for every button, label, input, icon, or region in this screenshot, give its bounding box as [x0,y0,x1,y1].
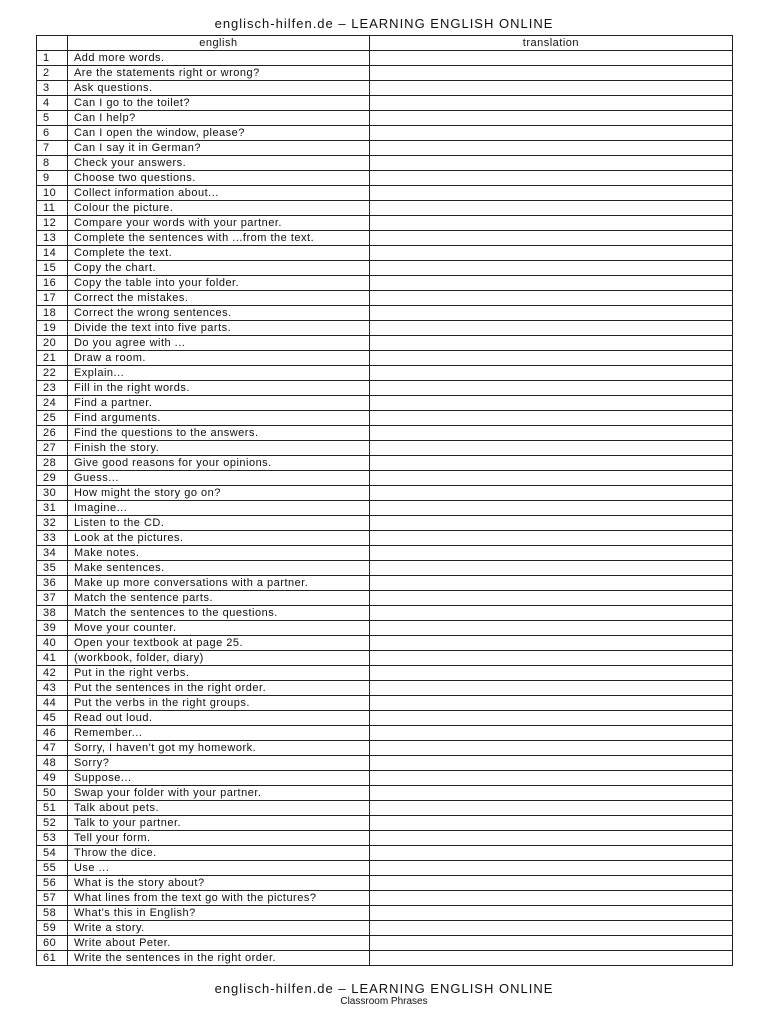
row-number: 3 [37,81,68,96]
table-row [37,156,733,171]
translation-cell[interactable] [369,756,732,771]
row-number: 34 [37,546,68,561]
english-phrase: What lines from the text go with the pictures? [67,891,369,906]
row-number: 59 [37,921,68,936]
row-number: 53 [37,831,68,846]
english-phrase: Look at the pictures. [67,531,369,546]
row-number: 13 [37,231,68,246]
row-number: 57 [37,891,68,906]
translation-cell[interactable] [369,471,732,486]
table-row [37,171,733,186]
phrases-table [36,35,733,966]
english-phrase: Find the questions to the answers. [67,426,369,441]
row-number: 48 [37,756,68,771]
table-row [37,861,733,876]
table-row [37,411,733,426]
english-phrase: Correct the wrong sentences. [67,306,369,321]
table-row [37,741,733,756]
english-phrase: Talk about pets. [67,801,369,816]
row-number: 38 [37,606,68,621]
table-row [37,561,733,576]
table-row [37,66,733,81]
row-number: 14 [37,246,68,261]
translation-cell[interactable] [369,426,732,441]
table-row [37,201,733,216]
table-row [37,531,733,546]
translation-cell[interactable] [369,396,732,411]
english-phrase: Listen to the CD. [67,516,369,531]
page-header: englisch-hilfen.de – LEARNING ENGLISH ONLINE [214,16,554,31]
english-phrase: Sorry, I haven't got my homework. [67,741,369,756]
translation-cell[interactable] [369,411,732,426]
english-phrase: Can I go to the toilet? [67,96,369,111]
table-row [37,501,733,516]
column-header-translation: translation [369,36,732,51]
row-number: 42 [37,666,68,681]
table-row [37,141,733,156]
table-row [37,441,733,456]
translation-cell[interactable] [369,771,732,786]
row-number: 7 [37,141,68,156]
translation-cell[interactable] [369,831,732,846]
english-phrase: Make up more conversations with a partner. [67,576,369,591]
english-phrase: Use ... [67,861,369,876]
row-number: 45 [37,711,68,726]
translation-cell[interactable] [369,786,732,801]
row-number: 52 [37,816,68,831]
english-phrase: Complete the text. [67,246,369,261]
english-phrase: Match the sentence parts. [67,591,369,606]
row-number: 15 [37,261,68,276]
table-row [37,951,733,966]
translation-cell[interactable] [369,651,732,666]
translation-cell[interactable] [369,366,732,381]
english-phrase: Imagine... [67,501,369,516]
translation-cell[interactable] [369,666,732,681]
row-number: 40 [37,636,68,651]
row-number: 31 [37,501,68,516]
english-phrase: Divide the text into five parts. [67,321,369,336]
row-number: 5 [37,111,68,126]
row-number: 10 [37,186,68,201]
page-footer: englisch-hilfen.de – LEARNING ENGLISH ONLINE [214,981,554,996]
english-phrase: Draw a room. [67,351,369,366]
row-number: 32 [37,516,68,531]
english-phrase: Sorry? [67,756,369,771]
row-number: 50 [37,786,68,801]
english-phrase: Finish the story. [67,441,369,456]
english-phrase: Colour the picture. [67,201,369,216]
english-phrase: Can I open the window, please? [67,126,369,141]
row-number: 55 [37,861,68,876]
translation-cell[interactable] [369,501,732,516]
row-number: 8 [37,156,68,171]
table-row [37,786,733,801]
translation-cell[interactable] [369,951,732,966]
english-phrase: Do you agree with ... [67,336,369,351]
english-phrase: Can I say it in German? [67,141,369,156]
translation-cell[interactable] [369,276,732,291]
english-phrase: Swap your folder with your partner. [67,786,369,801]
translation-cell[interactable] [369,201,732,216]
table-row [37,456,733,471]
column-header-number [37,36,68,51]
translation-cell[interactable] [369,96,732,111]
english-phrase: Make notes. [67,546,369,561]
table-row [37,486,733,501]
translation-cell[interactable] [369,936,732,951]
table-row [37,111,733,126]
english-phrase: What's this in English? [67,906,369,921]
table-row [37,306,733,321]
translation-cell[interactable] [369,876,732,891]
table-row [37,891,733,906]
row-number: 28 [37,456,68,471]
translation-cell[interactable] [369,66,732,81]
translation-cell[interactable] [369,741,732,756]
row-number: 51 [37,801,68,816]
table-row [37,681,733,696]
row-number: 1 [37,51,68,66]
english-phrase: Choose two questions. [67,171,369,186]
table-row [37,711,733,726]
table-row [37,636,733,651]
translation-cell[interactable] [369,516,732,531]
translation-cell[interactable] [369,681,732,696]
translation-cell[interactable] [369,621,732,636]
translation-cell[interactable] [369,321,732,336]
row-number: 47 [37,741,68,756]
english-phrase: Guess... [67,471,369,486]
translation-cell[interactable] [369,171,732,186]
translation-cell[interactable] [369,261,732,276]
table-row [37,396,733,411]
table-row [37,921,733,936]
row-number: 18 [37,306,68,321]
footer-subtitle: Classroom Phrases [340,996,428,1007]
english-phrase: Match the sentences to the questions. [67,606,369,621]
translation-cell[interactable] [369,156,732,171]
table-row [37,351,733,366]
row-number: 16 [37,276,68,291]
table-row [37,216,733,231]
english-phrase: Open your textbook at page 25. [67,636,369,651]
translation-cell[interactable] [369,561,732,576]
english-phrase: Check your answers. [67,156,369,171]
table-row [37,651,733,666]
table-row [37,846,733,861]
table-row [37,576,733,591]
english-phrase: Complete the sentences with ...from the text. [67,231,369,246]
english-phrase: Fill in the right words. [67,381,369,396]
table-row [37,231,733,246]
translation-cell[interactable] [369,81,732,96]
translation-cell[interactable] [369,456,732,471]
table-row [37,816,733,831]
table-row [37,126,733,141]
english-phrase: Suppose... [67,771,369,786]
translation-cell[interactable] [369,921,732,936]
row-number: 11 [37,201,68,216]
translation-cell[interactable] [369,696,732,711]
row-number: 20 [37,336,68,351]
row-number: 23 [37,381,68,396]
english-phrase: Write the sentences in the right order. [67,951,369,966]
translation-cell[interactable] [369,636,732,651]
english-phrase: Copy the chart. [67,261,369,276]
column-header-english: english [67,36,369,51]
table-row [37,756,733,771]
row-number: 19 [37,321,68,336]
english-phrase: Tell your form. [67,831,369,846]
translation-cell[interactable] [369,381,732,396]
row-number: 54 [37,846,68,861]
translation-cell[interactable] [369,216,732,231]
row-number: 56 [37,876,68,891]
translation-cell[interactable] [369,531,732,546]
table-row [37,366,733,381]
row-number: 29 [37,471,68,486]
row-number: 41 [37,651,68,666]
table-row [37,696,733,711]
translation-cell[interactable] [369,351,732,366]
row-number: 12 [37,216,68,231]
row-number: 36 [37,576,68,591]
row-number: 27 [37,441,68,456]
row-number: 39 [37,621,68,636]
row-number: 26 [37,426,68,441]
translation-cell[interactable] [369,861,732,876]
english-phrase: Collect information about... [67,186,369,201]
english-phrase: Remember... [67,726,369,741]
row-number: 33 [37,531,68,546]
table-row [37,426,733,441]
table-row [37,906,733,921]
table-row [37,321,733,336]
table-row [37,831,733,846]
table-row [37,381,733,396]
english-phrase: Write a story. [67,921,369,936]
english-phrase: Correct the mistakes. [67,291,369,306]
table-row [37,771,733,786]
row-number: 2 [37,66,68,81]
table-row [37,591,733,606]
table-row [37,516,733,531]
translation-cell[interactable] [369,726,732,741]
translation-cell[interactable] [369,126,732,141]
table-row [37,186,733,201]
english-phrase: Put the verbs in the right groups. [67,696,369,711]
table-row [37,936,733,951]
row-number: 61 [37,951,68,966]
row-number: 35 [37,561,68,576]
translation-cell[interactable] [369,291,732,306]
row-number: 44 [37,696,68,711]
row-number: 58 [37,906,68,921]
translation-cell[interactable] [369,906,732,921]
row-number: 37 [37,591,68,606]
row-number: 30 [37,486,68,501]
row-number: 6 [37,126,68,141]
translation-cell[interactable] [369,816,732,831]
translation-cell[interactable] [369,606,732,621]
english-phrase: Make sentences. [67,561,369,576]
table-row [37,276,733,291]
row-number: 21 [37,351,68,366]
translation-cell[interactable] [369,576,732,591]
english-phrase: Copy the table into your folder. [67,276,369,291]
english-phrase: Ask questions. [67,81,369,96]
row-number: 4 [37,96,68,111]
row-number: 49 [37,771,68,786]
translation-cell[interactable] [369,51,732,66]
table-row [37,546,733,561]
translation-cell[interactable] [369,186,732,201]
row-number: 24 [37,396,68,411]
table-row [37,666,733,681]
table-row [37,801,733,816]
table-row [37,621,733,636]
translation-cell[interactable] [369,591,732,606]
table-row [37,606,733,621]
translation-cell[interactable] [369,711,732,726]
english-phrase: (workbook, folder, diary) [67,651,369,666]
row-number: 17 [37,291,68,306]
english-phrase: Write about Peter. [67,936,369,951]
row-number: 9 [37,171,68,186]
table-row [37,96,733,111]
english-phrase: Put in the right verbs. [67,666,369,681]
english-phrase: What is the story about? [67,876,369,891]
english-phrase: Put the sentences in the right order. [67,681,369,696]
translation-cell[interactable] [369,441,732,456]
table-row [37,246,733,261]
english-phrase: Find a partner. [67,396,369,411]
row-number: 60 [37,936,68,951]
english-phrase: How might the story go on? [67,486,369,501]
table-row [37,261,733,276]
row-number: 25 [37,411,68,426]
english-phrase: Add more words. [67,51,369,66]
translation-cell[interactable] [369,486,732,501]
english-phrase: Are the statements right or wrong? [67,66,369,81]
english-phrase: Talk to your partner. [67,816,369,831]
translation-cell[interactable] [369,801,732,816]
table-row [37,726,733,741]
english-phrase: Give good reasons for your opinions. [67,456,369,471]
english-phrase: Move your counter. [67,621,369,636]
table-row [37,81,733,96]
table-row [37,471,733,486]
translation-cell[interactable] [369,231,732,246]
row-number: 22 [37,366,68,381]
table-row [37,336,733,351]
translation-cell[interactable] [369,891,732,906]
translation-cell[interactable] [369,546,732,561]
english-phrase: Find arguments. [67,411,369,426]
table-row [37,876,733,891]
table-row [37,51,733,66]
english-phrase: Explain... [67,366,369,381]
english-phrase: Read out loud. [67,711,369,726]
english-phrase: Throw the dice. [67,846,369,861]
row-number: 43 [37,681,68,696]
row-number: 46 [37,726,68,741]
translation-cell[interactable] [369,246,732,261]
translation-cell[interactable] [369,111,732,126]
english-phrase: Compare your words with your partner. [67,216,369,231]
table-row [37,291,733,306]
english-phrase: Can I help? [67,111,369,126]
translation-cell[interactable] [369,306,732,321]
table-header-row [37,36,733,51]
translation-cell[interactable] [369,336,732,351]
translation-cell[interactable] [369,141,732,156]
translation-cell[interactable] [369,846,732,861]
